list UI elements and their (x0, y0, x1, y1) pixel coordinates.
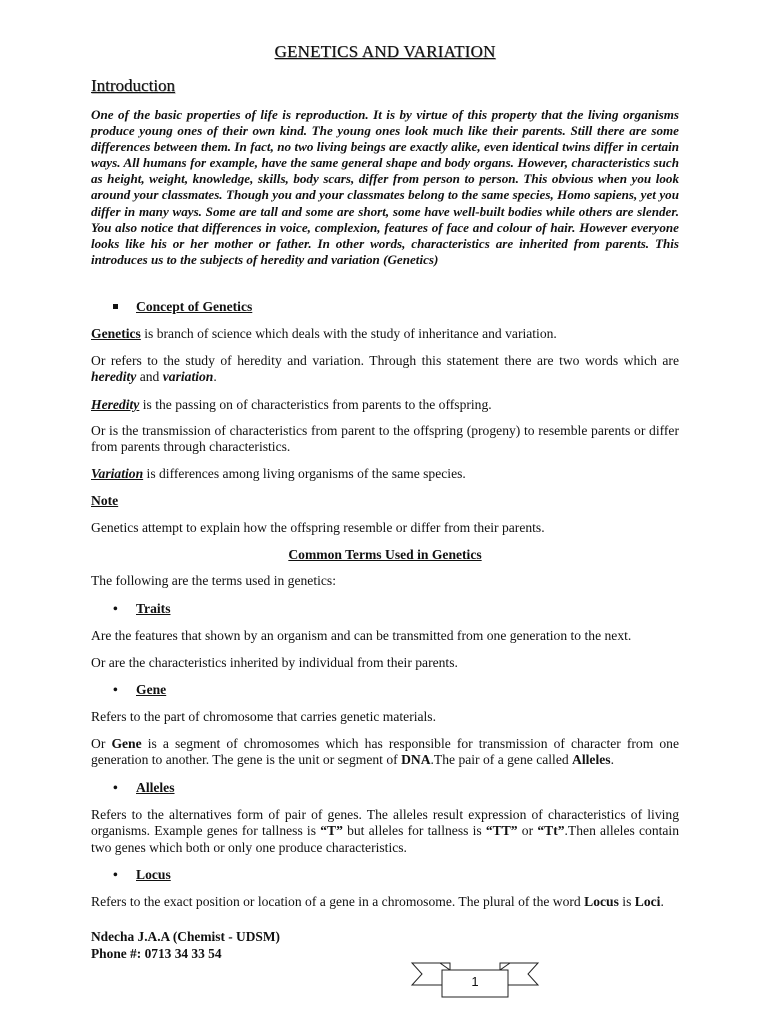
heredity-term: Heredity (91, 397, 140, 412)
concept-bullet (113, 299, 252, 315)
gene-word: Gene (111, 736, 142, 751)
alleles-text-c: .Then alleles contain two genes which both or only one produce characteristics. (91, 823, 679, 855)
footer-phone: Phone #: 0713 34 33 54 (91, 945, 222, 961)
or1-text: Or refers to the study of heredity and variation. Through this statement there are two words which are (91, 353, 679, 368)
gene-pair-text: .The pair of a gene called (430, 752, 573, 768)
gene-or-text: Or (91, 736, 112, 751)
gene-alt-text: is a segment of chromosomes which has responsible for transmission of character from one generation to another. The gene is the unit or segment of (91, 736, 679, 768)
traits-bullet (113, 601, 170, 617)
alleles-label: Alleles (136, 780, 175, 795)
genetics-def-text: is branch of science which deals with the study of inheritance and variation. (140, 326, 557, 341)
bullet-dot-icon: • (113, 682, 118, 697)
locus-text: Refers to the exact position or location of a gene in a chromosome. The plural of the word (91, 894, 585, 909)
locus-bullet (113, 867, 171, 883)
or1-end: . (213, 369, 217, 385)
variation-definition (91, 466, 679, 482)
alleles-text-a: Refers to the alternatives form of pair of genes. The alleles result expression of characteristics of living organisms. Example genes for tallness is (91, 807, 679, 839)
variation-word: variation (162, 369, 214, 385)
alleles-or: or (517, 823, 538, 839)
variation-term: Variation (91, 466, 144, 481)
gene-bullet (113, 682, 166, 698)
terms-intro: The following are the terms used in genetics: (91, 573, 336, 588)
alleles-bullet (113, 780, 175, 796)
allele-Tt: “Tt” (537, 823, 565, 839)
heredity-definition (91, 397, 679, 413)
page-number: 1 (471, 974, 479, 989)
gene-end: . (610, 752, 614, 768)
heredity-alt-definition: Or is the transmission of characteristics from parent to the offspring (progeny) to resemble parents or differ from parents through characteristics. (91, 423, 679, 455)
bullet-dot-icon: • (113, 867, 118, 882)
footer (91, 929, 280, 962)
locus-is: is (618, 894, 635, 909)
document-title: GENETICS AND VARIATION (274, 42, 496, 61)
loci-word: Loci (634, 894, 661, 909)
heredity-word: heredity (91, 369, 137, 385)
locus-definition (91, 894, 679, 910)
locus-label: Locus (136, 867, 171, 882)
alleles-text-b: but alleles for tallness is (342, 823, 486, 839)
genetics-term: Genetics (91, 326, 141, 341)
page-number-banner (410, 960, 540, 1000)
genetics-definition (91, 326, 679, 342)
note-heading: Note (91, 493, 119, 508)
footer-author: Ndecha J.A.A (Chemist - UDSM) (91, 929, 280, 944)
variation-def-text: is differences among living organisms of the same species. (143, 466, 466, 481)
traits-label: Traits (136, 601, 171, 616)
concept-heading: Concept of Genetics (136, 299, 253, 314)
square-bullet-icon (113, 304, 118, 309)
introduction-paragraph: One of the basic properties of life is reproduction. It is by virtue of this property that the living organisms produce young ones of their own kind. The young ones look much like their parents. Still there are some differences between them. In fact, no two living beings are exactly alike, even identical twins differ in certain ways. All humans for example, have the same general shape and body organs. However, characteristics such as height, weight, knowledge, skills, body scars, differ from person to person. This obvious when you look around your classmates. Though you and your classmates belong to the same species, Homo sapiens, yet you differ in many ways. Some are tall and some are short, some have well-built bodies while others are slender. You also notice that differences in voice, complexion, features of face and colour of hair. However everyone looks like his or her mother or father. In other words, characteristics are inherited from parents. This introduces us to the subjects of heredity and variation (Genetics) (91, 107, 679, 267)
traits-alt-definition: Or are the characteristics inherited by individual from their parents. (91, 655, 458, 670)
gene-alt-definition (91, 736, 679, 769)
genetics-alt-definition (91, 353, 679, 386)
bullet-dot-icon: • (113, 601, 118, 616)
locus-word: Locus (584, 894, 619, 909)
traits-definition: Are the features that shown by an organism and can be transmitted from one generation to the next. (91, 628, 632, 643)
dna-word: DNA (401, 752, 431, 768)
note-text: Genetics attempt to explain how the offspring resemble or differ from their parents. (91, 520, 545, 535)
bullet-dot-icon: • (113, 780, 118, 795)
heredity-def-text: is the passing on of characteristics from parents to the offspring. (139, 397, 492, 412)
introduction-heading: Introduction (91, 76, 176, 95)
gene-label: Gene (136, 682, 167, 697)
alleles-word: Alleles (572, 752, 611, 768)
common-terms-heading: Common Terms Used in Genetics (288, 547, 482, 562)
and-text: and (136, 369, 163, 385)
allele-T: “T” (320, 823, 343, 839)
allele-TT: “TT” (485, 823, 518, 839)
alleles-definition (91, 807, 679, 856)
locus-end: . (660, 894, 664, 909)
gene-definition: Refers to the part of chromosome that carries genetic materials. (91, 709, 436, 724)
